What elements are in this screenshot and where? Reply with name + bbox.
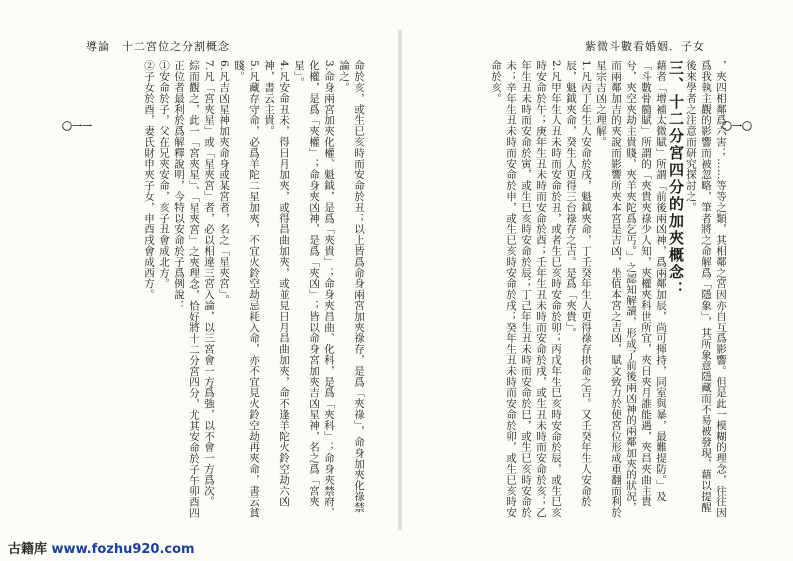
paragraph: 7.凡「宮夾星」或「星夾宮」者，必以相違三宮入論，以三宮會一方爲強，以不會一方爲次。 bbox=[203, 60, 215, 507]
right-page-text bbox=[440, 60, 728, 520]
left-running-header: 導論 十二宮位之分割概念 bbox=[86, 40, 230, 53]
watermark-label: 古籍库 bbox=[8, 542, 48, 557]
watermark bbox=[8, 538, 195, 557]
paragraph: 1.凡丙丁年生人安命於戌，魁鉞夾命，丁壬癸年生人更得祿存拱命之吉。又壬癸年生人安命於辰，魁鉞夾命，癸生人更得三台祿存之吉。是爲「夾貴」。 bbox=[565, 60, 592, 507]
right-running-header: 紫微斗數看婚姻．子女 bbox=[585, 40, 705, 53]
right-page-number: 〇一〇 bbox=[722, 122, 752, 133]
paragraph: ，夾四相鄰爲六害；……等等之類，其相鄰之宮因亦自互爲影響。但是此一模糊的理念，往往因爲我執主觀的影響而被忽略，筆者將之命解爲「隱象」，其所象意隱藏而不易被發現，藉以提醒後來學者之注意而研究探討之。 bbox=[685, 60, 727, 518]
list-item: ②子女於酉，妻氏財申夾子女，申酉戌會成西方。 bbox=[143, 60, 155, 300]
watermark-url: www.fozhu920.com bbox=[51, 542, 195, 557]
list-item: ①安命於子，父在兄夾安命，亥子丑會成北方。 bbox=[158, 60, 170, 289]
paragraph: 5.凡藏存守命，必爲羊陀二星加夾，不宜火鈴空劫忌耗入命，亦不宜見火鈴空劫再夾命，書云貧賤。 bbox=[233, 60, 260, 518]
book-gutter bbox=[398, 30, 402, 530]
paragraph: 命於亥，或生巳亥時而安命於丑；以上皆爲命身兩宮加夾祿存，是爲「夾祿」，命身加夾化祿禁論之。 bbox=[338, 60, 365, 513]
paragraph: 藉者「增補太微賦」所謂「前後兩凶神，爲兩鄰加辰，尚可揮持，同室與暴，最難提防。」及「斗數骨髓賦」所謂的「夾貴夾祿少人知，夾權夾科世所宜，夾日夾月誰能遇，夾昌夾曲主貴兮，夾空夾劫主貴賤，夾羊夾陀爲乞丐。」之認知解讀，形成了前後兩凶神的兩鄰加夾的狀況，而兩鄰加吉的夾說而影響所夾本宮是吉凶，坐值本宮之吉凶，賦文致力於使宮位形成重翻而利於星宗吉凶之理解。 bbox=[595, 60, 667, 518]
left-page-text bbox=[100, 60, 366, 520]
paragraph: 2.凡甲年生人丑未時而安命於丑，或者生巳亥時安命於卯；丙戊年生巳亥時安命於辰，或生巳亥時安命於午；庚年生丑未時而安命於酉；壬年生丑未時而安命於戌，或生丑未時而安命於亥；乙年生丑未時而安命於寅，或生巳亥時安命於辰；丁己年生丑未時而安命於巳，或生巳亥時安命於未；辛年生丑未時而安命於申，或生巳亥時安命於戌；癸年生丑未時而安命於卯，或生巳亥時安命於亥。 bbox=[490, 60, 562, 518]
paragraph: 4.凡安命丑未，得日月加夾，或得昌曲加夾，或並見日月昌曲加夾，命不逢羊陀火鈴空劫六凶神，書云主貴。 bbox=[263, 60, 290, 507]
paragraph: 6.凡吉凶星神加夾命身或某宮者，名之「星夾宮」。 bbox=[218, 60, 230, 306]
paragraph: 綜而觀之，此一「宮夾星」、「星夾宮」之夾理念，恰好將十二分宮四分，尤其安命於子午卯酉四正位者最利於爲解釋說明，今特以安命於子爲例說： bbox=[173, 60, 200, 519]
paragraph: 3.命身兩宮加夾化權、魁鉞，是爲「夾貴」；命身夾昌曲、化科，是爲「夾科」；命身夾禁府、化權，是爲「夾權」；命身夾凶神，是爲「夾凶」；皆以命身宮加夾吉凶星神，名之爲「宮夾星」。 bbox=[293, 60, 335, 518]
section-heading: 三、十二分宮四分的加夾概念： bbox=[667, 60, 685, 298]
left-page-number: 〇一一 bbox=[62, 122, 92, 133]
